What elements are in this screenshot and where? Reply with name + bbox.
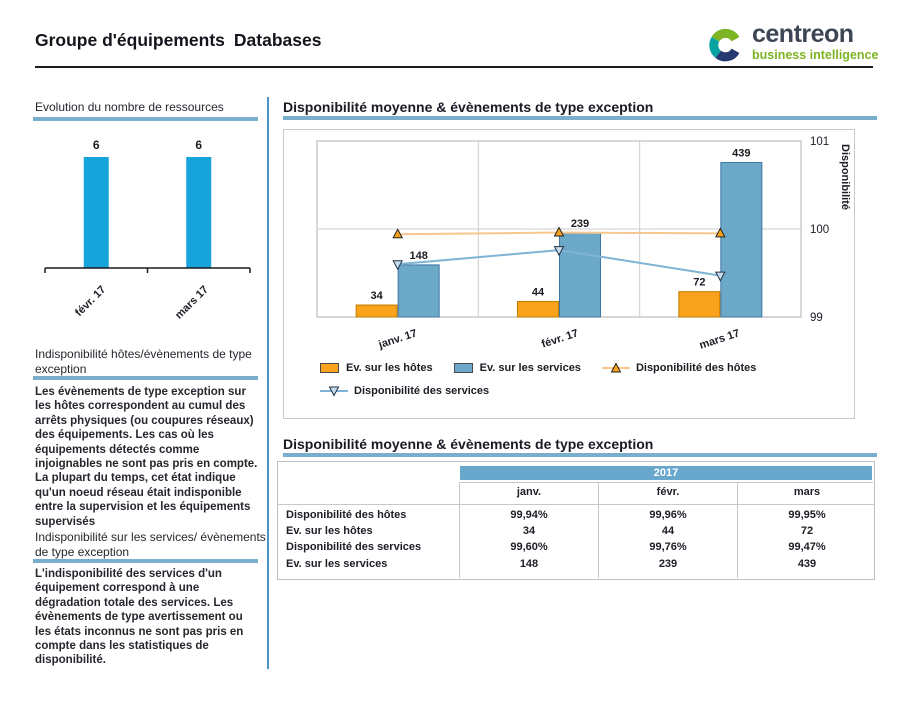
section-underline xyxy=(33,376,258,380)
chart-legend xyxy=(320,361,820,407)
page-title-value: Databases xyxy=(233,30,322,50)
table-gridline xyxy=(278,504,874,505)
table-month-header: janv. xyxy=(516,486,542,498)
section-underline xyxy=(33,559,258,563)
table-cell: 99,76% xyxy=(649,541,687,553)
sidebar-text-hosts: Les évènements de type exception sur les hôtes correspondent au cumul des arrêts physiques (ou coupures réseaux) des équipements. Les cas où les équipements détectés comme injoignables ne sont pas pris en compte. La plupart du temps, cet état indique qu'un noeud réseau était indisponible entre la supervision et les équipements supervisés xyxy=(35,386,258,528)
vertical-divider xyxy=(267,97,269,669)
logo-brand: centreon xyxy=(752,20,854,48)
page-title xyxy=(35,30,321,51)
table-cell: 99,94% xyxy=(510,509,548,521)
svg-text:72: 72 xyxy=(693,276,706,289)
table-section-title: Disponibilité moyenne & évènements de type exception xyxy=(283,436,654,452)
sidebar-section-title-resources: Evolution du nombre de ressources xyxy=(35,100,224,114)
table-cell: 99,96% xyxy=(649,509,687,521)
svg-text:148: 148 xyxy=(409,249,428,262)
svg-text:mars 17: mars 17 xyxy=(172,283,211,322)
legend-ev-services xyxy=(454,362,581,374)
legend-swatch-icon xyxy=(320,363,339,373)
centreon-logo xyxy=(704,22,878,69)
triangle-down-marker-icon xyxy=(320,385,348,397)
table-row-label: Disponibilité des hôtes xyxy=(286,509,407,521)
table-cell: 239 xyxy=(658,557,678,570)
svg-text:janv. 17: janv. 17 xyxy=(377,327,419,352)
legend-dispo-services xyxy=(320,385,489,397)
table-cell: 99,47% xyxy=(788,541,826,553)
sidebar-text-services: L'indisponibilité des services d'un équipement correspond à une dégradation totale des services. Les évènements de type avertissement ou les états inconnus ne sont pas pris en compte dans les statistiques de disponibilité. xyxy=(35,568,244,667)
section-underline xyxy=(283,116,877,120)
triangle-up-marker-icon xyxy=(602,362,630,374)
svg-text:101: 101 xyxy=(810,136,830,148)
table-cell: 99,95% xyxy=(788,509,826,521)
legend-ev-hotes xyxy=(320,362,433,374)
svg-text:100: 100 xyxy=(810,224,830,236)
sidebar-section-title-services: Indisponibilité sur les services/ évènements de type exception xyxy=(35,530,266,559)
availability-table xyxy=(277,461,875,580)
table-cell: 72 xyxy=(800,524,814,537)
svg-text:6: 6 xyxy=(92,138,100,152)
table-month-header: mars xyxy=(793,486,821,498)
centreon-logo-icon xyxy=(704,22,746,69)
legend-swatch-icon xyxy=(454,363,473,373)
table-row-label: Disponibilité des services xyxy=(286,541,422,553)
table-cell: 99,60% xyxy=(510,541,548,553)
svg-text:mars 17: mars 17 xyxy=(697,327,742,352)
table-month-header: févr. xyxy=(656,486,680,498)
legend-label: Disponibilité des services xyxy=(354,385,490,397)
table-cell: 44 xyxy=(661,524,675,537)
table-row-label: Ev. sur les hôtes xyxy=(286,524,373,537)
legend-dispo-hotes xyxy=(602,362,756,374)
section-underline xyxy=(33,117,258,121)
section-underline xyxy=(283,453,877,457)
svg-text:févr. 17: févr. 17 xyxy=(540,327,580,351)
sidebar-section-title-hosts: Indisponibilité hôtes/évènements de type exception xyxy=(35,347,252,376)
svg-text:239: 239 xyxy=(570,217,590,230)
legend-row xyxy=(320,361,820,375)
resources-bar-chart xyxy=(35,125,260,325)
header-rule xyxy=(35,66,873,68)
svg-text:6: 6 xyxy=(195,138,203,152)
svg-text:Disponibilité: Disponibilité xyxy=(839,144,851,210)
table-cell: 148 xyxy=(519,557,539,570)
availability-combo-chart xyxy=(283,129,855,419)
resources-chart-canvas xyxy=(35,125,260,325)
chart-section-title: Disponibilité moyenne & évènements de type exception xyxy=(283,99,654,115)
svg-text:44: 44 xyxy=(531,286,545,299)
legend-label: Ev. sur les services xyxy=(479,362,581,374)
table-row-label: Ev. sur les services xyxy=(286,557,388,570)
legend-label: Disponibilité des hôtes xyxy=(635,362,757,374)
svg-text:févr. 17: févr. 17 xyxy=(73,283,109,319)
table-gridline xyxy=(459,482,873,483)
svg-text:439: 439 xyxy=(732,147,751,160)
page-title-prefix: Groupe d'équipements xyxy=(35,30,225,50)
svg-text:34: 34 xyxy=(370,290,383,303)
centreon-logo-text xyxy=(752,22,878,62)
logo-tagline: business intelligence xyxy=(752,48,879,62)
legend-label: Ev. sur les hôtes xyxy=(346,362,433,374)
table-cell: 34 xyxy=(522,524,536,537)
table-cell: 439 xyxy=(797,557,817,570)
svg-text:99: 99 xyxy=(810,312,823,324)
legend-row xyxy=(320,384,820,398)
table-year-header: 2017 xyxy=(460,466,872,480)
